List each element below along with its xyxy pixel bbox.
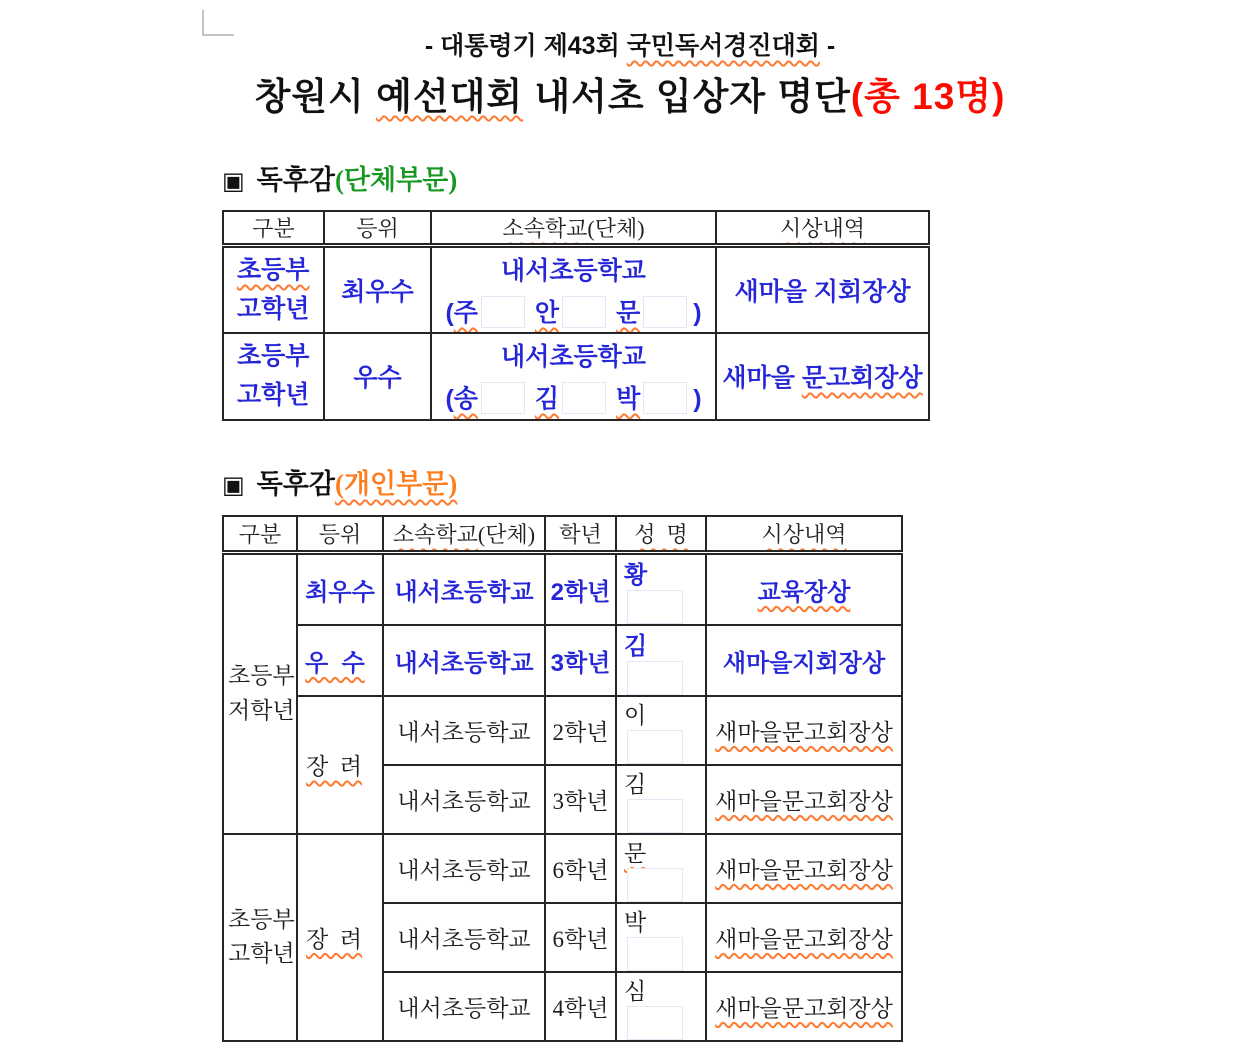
- name-cell: [616, 552, 706, 625]
- member-roster: [432, 379, 715, 415]
- title-line-1-competition-name: 국민독서경진대회: [626, 32, 820, 60]
- table-row: [223, 625, 902, 696]
- title-line-1-prefix: - 대통령기 제43회: [424, 32, 627, 60]
- rank-value: 장 려: [306, 926, 362, 952]
- category-line2: 고학년: [237, 294, 310, 323]
- award-text: 새마을 지회장상: [734, 277, 911, 306]
- header-cell-school: [431, 211, 716, 246]
- member-surname: 주: [453, 298, 478, 327]
- roster-paren-close: ): [693, 385, 702, 413]
- award-cell: [706, 765, 902, 834]
- award-text: 새마을문고회장상: [715, 926, 893, 952]
- school-cell: [383, 625, 545, 696]
- school-name: 내서초등학교: [397, 788, 531, 814]
- grade-cell: [545, 972, 616, 1041]
- name-cell: [616, 972, 706, 1041]
- category-line1: 초등부: [228, 663, 295, 688]
- header-cell-award: [706, 516, 902, 552]
- award-cell: [716, 246, 929, 333]
- surname: 이: [624, 702, 647, 728]
- grade-cell: [545, 552, 616, 625]
- school-cell: [431, 246, 716, 333]
- header-cell-rank: [324, 211, 431, 246]
- section-heading-group-division: [222, 158, 457, 197]
- award-cell: [716, 333, 929, 420]
- redacted-name-box: [562, 382, 606, 414]
- category-line2: 고학년: [228, 941, 295, 966]
- title-line-2: [0, 66, 1260, 120]
- category-line2: 저학년: [228, 697, 295, 723]
- name-cell: [616, 765, 706, 834]
- rank-cell-encouragement: [297, 696, 383, 834]
- table-row: [223, 696, 902, 765]
- table-row: [223, 333, 929, 420]
- grade-cell: [545, 765, 616, 834]
- title-line-1-suffix: -: [819, 32, 836, 60]
- category-line1: 초등부: [237, 342, 310, 371]
- grade-cell: [545, 834, 616, 903]
- category-cell-upper-grades: [223, 834, 297, 1041]
- header-cell-name: [616, 516, 706, 552]
- header-school-suffix: (단체): [477, 521, 536, 547]
- title-line-2-main: 내서초 입상자 명단: [523, 76, 851, 117]
- category-cell-lower-grades: [223, 552, 297, 834]
- category-line1: 초등부: [237, 256, 310, 284]
- school-name: 내서초등학교: [394, 578, 534, 606]
- header-school-label: 소속학교: [502, 216, 588, 241]
- header-cell-rank: [297, 516, 383, 552]
- header-name-label: 성 명: [634, 521, 688, 547]
- award-text: 새마을문고회장상: [715, 995, 893, 1021]
- individual-division-table: [222, 515, 903, 1042]
- section-1-name: 독후감: [256, 165, 335, 195]
- rank-cell: [324, 333, 431, 420]
- rank-value: 장 려: [306, 754, 362, 779]
- grade-cell: [545, 625, 616, 696]
- header-school-suffix: (단체): [587, 216, 645, 241]
- member-surname: 박: [616, 385, 641, 413]
- surname: 김: [624, 632, 648, 660]
- header-cell-school: [383, 516, 545, 552]
- section-2-division: (개인부문): [334, 469, 458, 499]
- award-cell: [706, 903, 902, 972]
- surname: 김: [624, 771, 647, 797]
- roster-paren-close: ): [693, 298, 702, 327]
- header-cell-category: [223, 211, 324, 246]
- redacted-name-box: [627, 799, 683, 833]
- rank-value: 최우수: [305, 578, 375, 606]
- redacted-name-box: [627, 730, 683, 764]
- surname: 황: [624, 561, 648, 589]
- redacted-name-box: [627, 937, 683, 971]
- surname: 심: [624, 978, 647, 1004]
- header-grade-label: 학년: [559, 521, 602, 547]
- rank-value: 우수: [353, 364, 402, 392]
- redacted-name-box: [627, 590, 683, 624]
- name-cell: [616, 834, 706, 903]
- school-cell: [383, 765, 545, 834]
- award-text: 새마을문고회장상: [715, 857, 893, 883]
- member-surname: 문: [616, 298, 641, 327]
- table-row: [223, 834, 902, 903]
- grade-cell: [545, 903, 616, 972]
- award-text: 새마을지회장상: [722, 649, 886, 677]
- school-name: 내서초등학교: [397, 926, 531, 952]
- header-category-label: 구분: [238, 521, 282, 547]
- header-award-label: 시상내역: [761, 521, 847, 547]
- category-cell: [223, 333, 324, 420]
- grade-value: 3학년: [550, 649, 611, 677]
- section-marker-icon: ▣: [222, 471, 245, 499]
- title-line-2-city: 창원시: [254, 76, 377, 117]
- grade-value: 6학년: [552, 857, 609, 883]
- header-rank-label: 등위: [356, 216, 399, 241]
- grade-value: 6학년: [552, 926, 609, 952]
- school-cell: [383, 903, 545, 972]
- redacted-name-box: [627, 868, 683, 902]
- school-name: 내서초등학교: [394, 649, 534, 677]
- member-surname: 김: [534, 385, 560, 413]
- section-marker-icon: ▣: [222, 167, 245, 195]
- award-text-wavy: 문고회장상: [801, 364, 923, 392]
- roster-paren-open: (: [445, 385, 454, 413]
- member-surname: 안: [534, 298, 560, 327]
- grade-value: 4학년: [552, 995, 609, 1021]
- award-cell: [706, 552, 902, 625]
- award-text: 새마을문고회장상: [715, 719, 893, 745]
- award-cell: [706, 696, 902, 765]
- school-cell: [383, 696, 545, 765]
- header-rank-label: 등위: [318, 521, 362, 547]
- section-2-name: 독후감: [256, 469, 335, 499]
- name-cell: [616, 903, 706, 972]
- rank-value: 최우수: [341, 277, 414, 306]
- category-cell: [223, 246, 324, 333]
- name-cell: [616, 696, 706, 765]
- title-line-2-total-count: (총 13명): [850, 76, 1006, 117]
- redacted-name-box: [562, 296, 606, 328]
- redacted-name-box: [643, 382, 687, 414]
- redacted-name-box: [481, 296, 525, 328]
- member-roster: [432, 293, 715, 329]
- name-cell: [616, 625, 706, 696]
- title-line-1: [0, 26, 1260, 62]
- award-text: 새마을: [722, 364, 802, 392]
- header-cell-category: [223, 516, 297, 552]
- rank-value: 우 수: [305, 649, 365, 677]
- school-cell: [383, 552, 545, 625]
- award-text: 교육장상: [757, 578, 851, 606]
- header-cell-grade: [545, 516, 616, 552]
- school-name: 내서초등학교: [501, 256, 646, 285]
- group-division-table: [222, 210, 930, 421]
- redacted-name-box: [627, 1006, 683, 1040]
- header-category-label: 구분: [252, 216, 295, 241]
- header-award-label: 시상내역: [779, 216, 865, 241]
- rank-cell: [324, 246, 431, 333]
- grade-cell: [545, 696, 616, 765]
- title-line-2-preliminary: 예선대회: [376, 76, 524, 117]
- roster-paren-open: (: [445, 298, 454, 327]
- surname: 박: [624, 909, 647, 935]
- member-surname: 송: [453, 385, 478, 413]
- rank-cell-encouragement: [297, 834, 383, 1041]
- surname: 문: [624, 840, 647, 866]
- rank-cell: [297, 552, 383, 625]
- school-cell: [383, 972, 545, 1041]
- header-school-label: 소속학교: [392, 521, 478, 547]
- school-name: 내서초등학교: [397, 995, 531, 1021]
- rank-cell: [297, 625, 383, 696]
- table-row: [223, 552, 902, 625]
- section-heading-individual-division: [222, 462, 457, 501]
- redacted-name-box: [627, 661, 683, 695]
- award-text: 새마을문고회장상: [715, 788, 893, 814]
- individual-table-header-row: [223, 516, 902, 552]
- redacted-name-box: [481, 382, 525, 414]
- category-line2: 고학년: [237, 381, 310, 409]
- table-row: [223, 246, 929, 333]
- award-cell: [706, 972, 902, 1041]
- section-1-division: (단체부문): [334, 165, 458, 195]
- school-cell: [431, 333, 716, 420]
- header-cell-award: [716, 211, 929, 246]
- school-name: 내서초등학교: [397, 857, 531, 883]
- grade-value: 2학년: [550, 578, 611, 606]
- redacted-name-box: [643, 296, 687, 328]
- school-cell: [383, 834, 545, 903]
- grade-value: 2학년: [552, 719, 609, 745]
- category-line1: 초등부: [228, 906, 295, 932]
- grade-value: 3학년: [552, 788, 609, 814]
- award-cell: [706, 834, 902, 903]
- award-cell: [706, 625, 902, 696]
- school-name: 내서초등학교: [501, 343, 646, 371]
- school-name: 내서초등학교: [397, 719, 531, 745]
- group-table-header-row: [223, 211, 929, 246]
